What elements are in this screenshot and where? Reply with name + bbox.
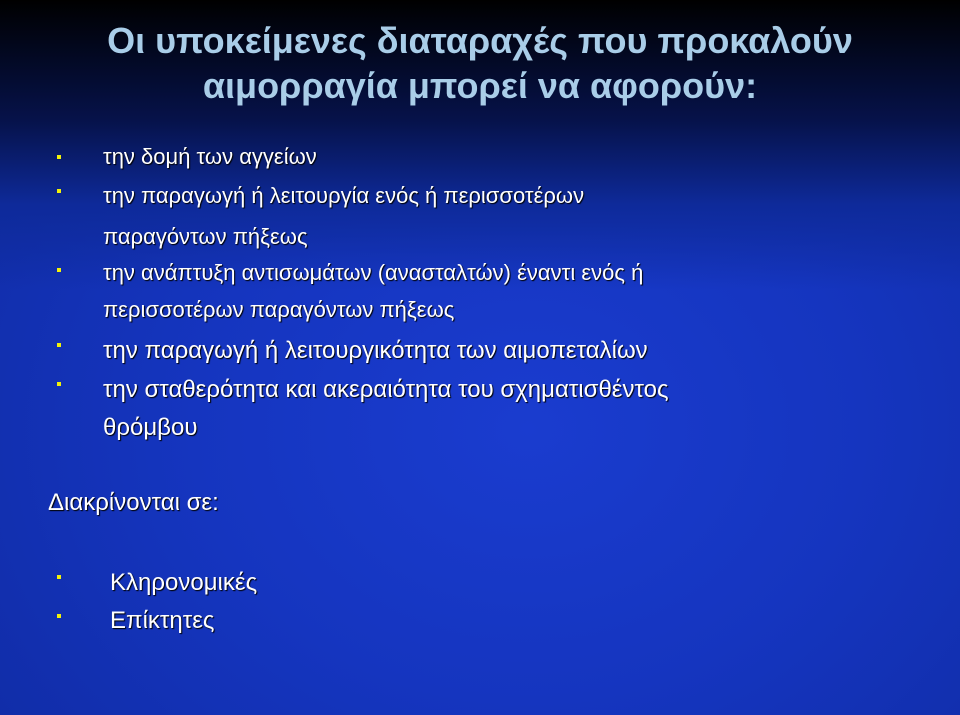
category-label: Επίκτητες <box>110 607 215 634</box>
list-item-text: την ανάπτυξη αντισωμάτων (ανασταλτών) έναντι ενός ή <box>103 260 644 285</box>
list-item-text-continued: περισσοτέρων παραγόντων πήξεως <box>103 297 455 322</box>
list-item-text-continued: παραγόντων πήξεως <box>103 224 308 249</box>
list-item-text: την δομή των αγγείων <box>103 144 317 169</box>
subheading: Διακρίνονται σε: <box>48 489 219 516</box>
slide-title-line-1: Οι υποκείμενες διαταραχές που προκαλούν <box>107 20 853 61</box>
slide-title-line-2: αιμορραγία μπορεί να αφορούν: <box>202 65 758 106</box>
list-item-text: την παραγωγή ή λειτουργικότητα των αιμοπεταλίων <box>103 337 648 364</box>
bullet-marker-icon <box>57 614 61 618</box>
list-item-text: την σταθερότητα και ακεραιότητα του σχηματισθέντος <box>103 376 669 403</box>
category-label: Κληρονομικές <box>110 569 258 596</box>
list-item-text-continued: θρόμβου <box>103 414 198 441</box>
list-item-text: την παραγωγή ή λειτουργία ενός ή περισσοτέρων <box>103 183 585 208</box>
bullet-marker-icon <box>57 575 61 579</box>
